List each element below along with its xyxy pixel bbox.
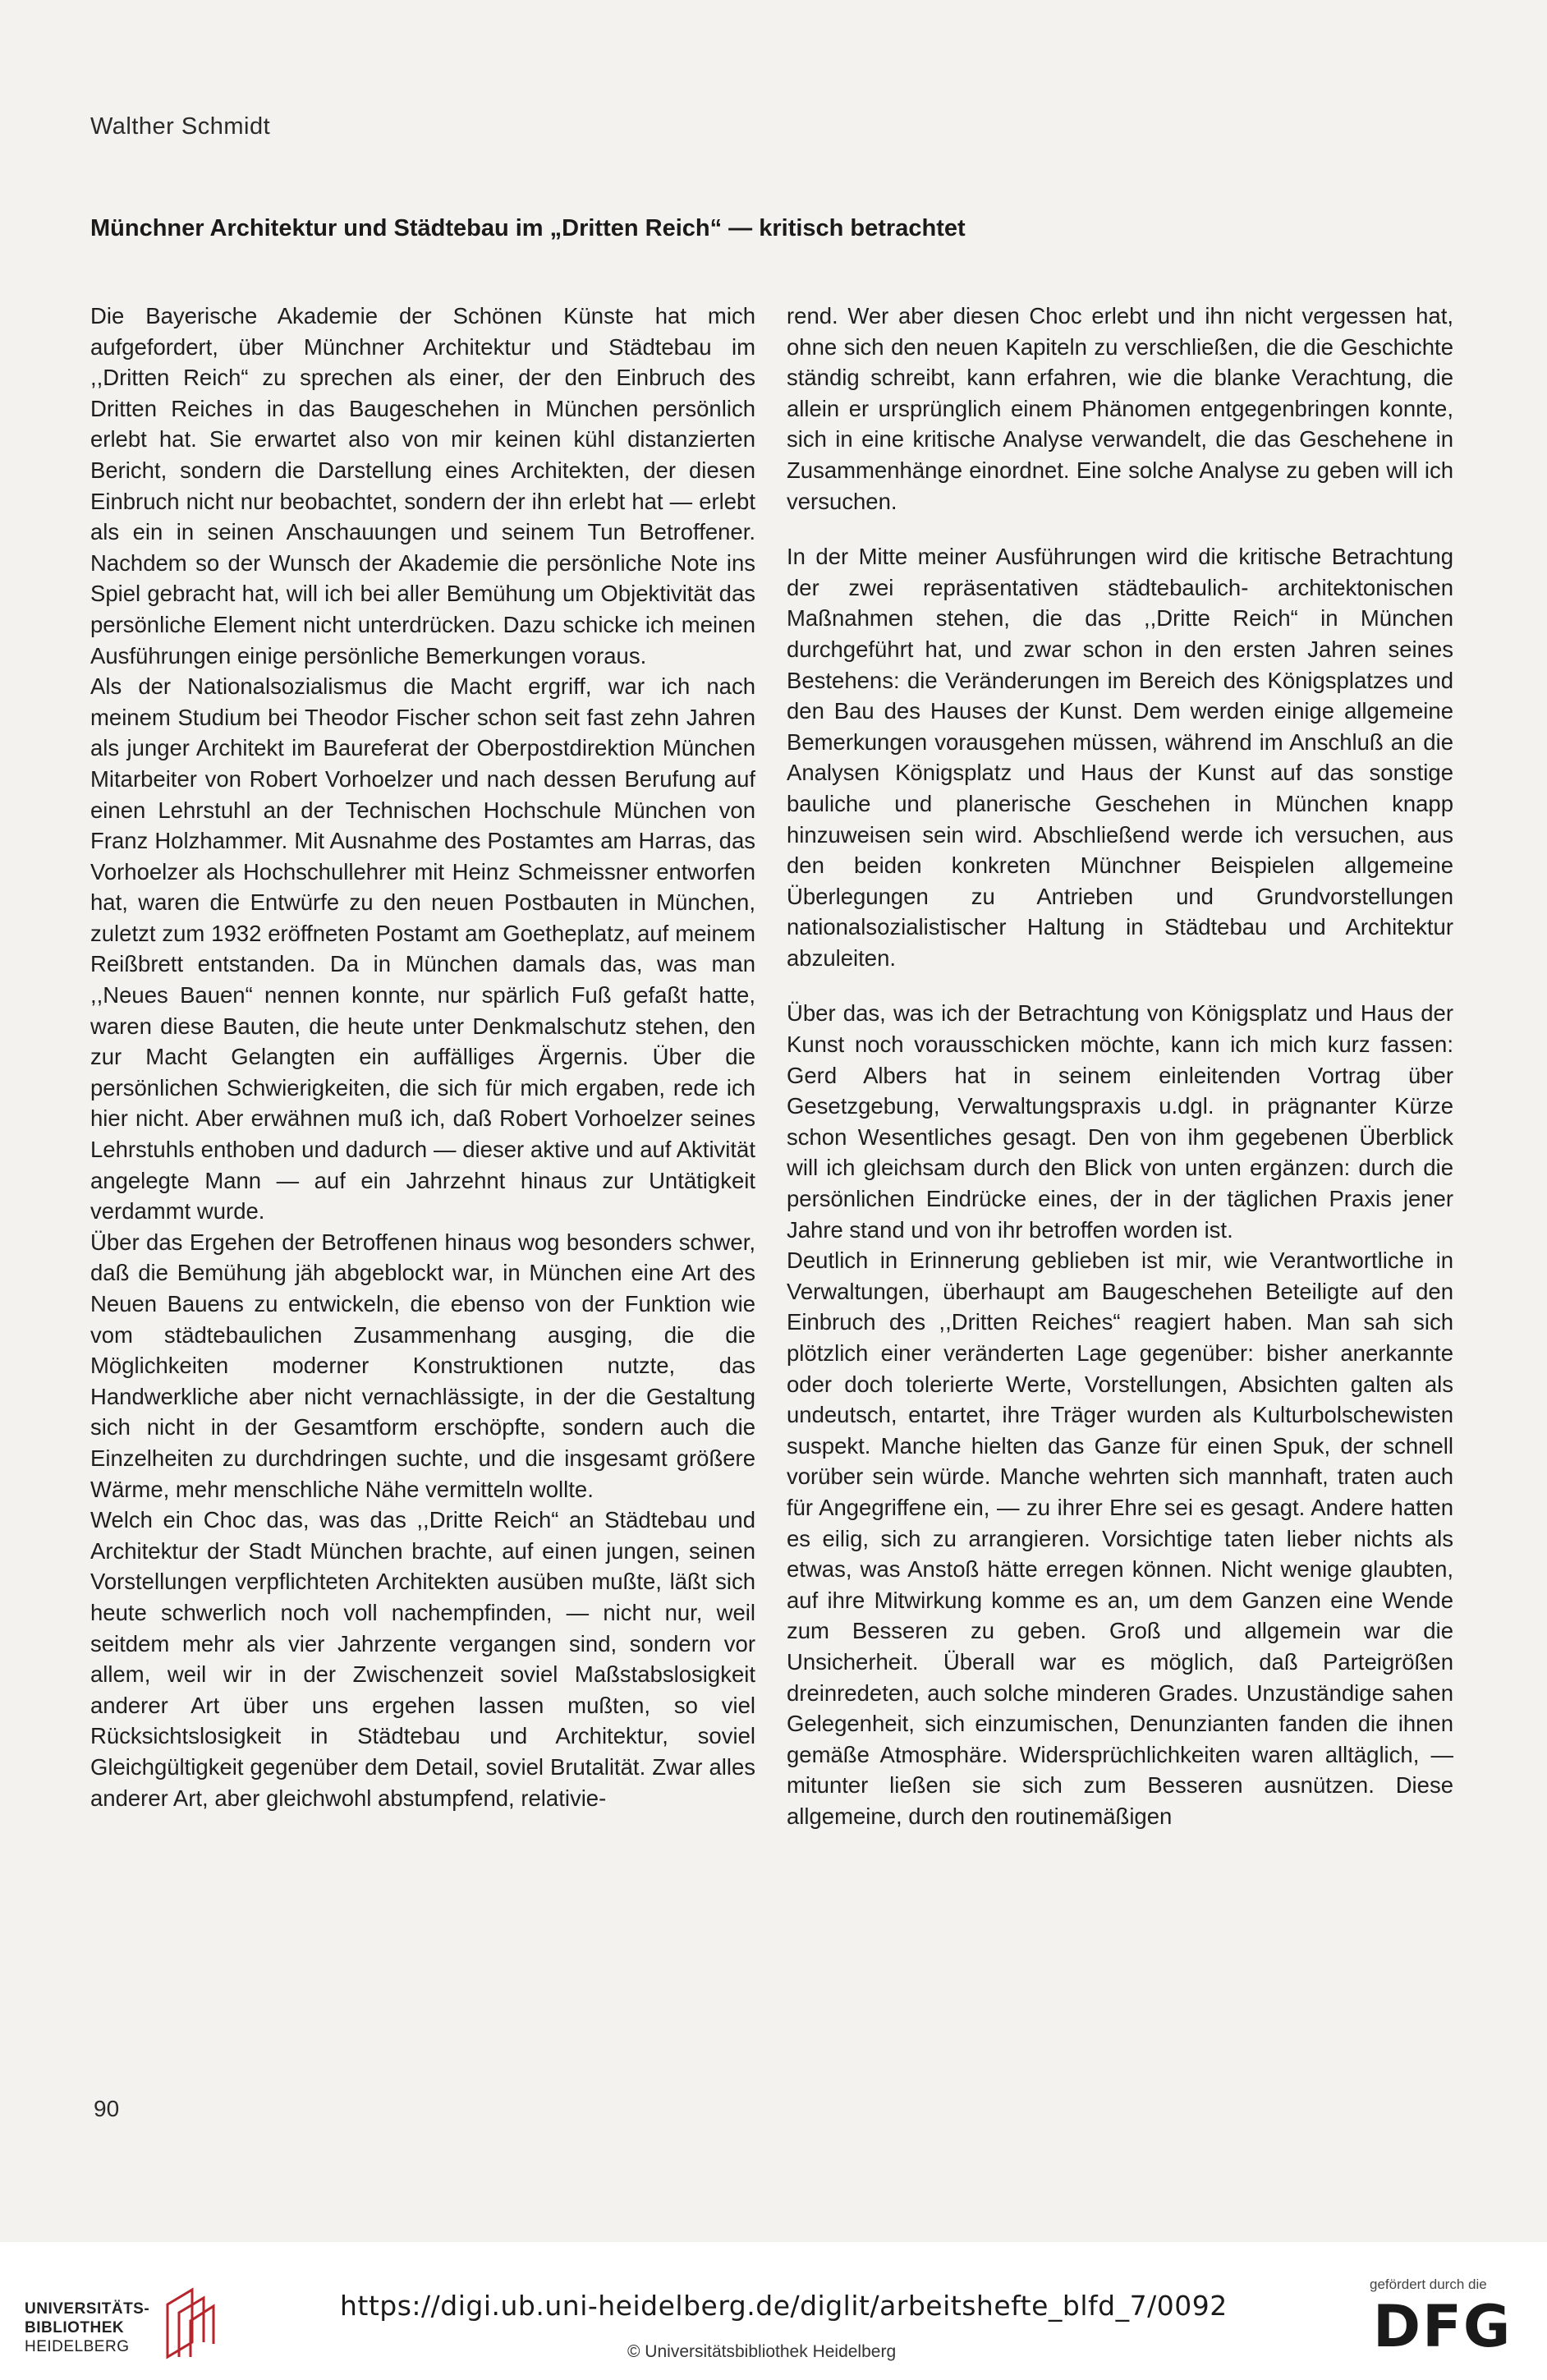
source-url-link[interactable]: https://digi.ub.uni-heidelberg.de/diglit/arbeitshefte_blfd_7/0092 — [340, 2290, 1228, 2322]
paragraph: Die Bayerische Akademie der Schönen Künste hat mich aufgefordert, über Münchner Architektur und Städtebau im ,,Dritten Reich“ zu sprechen als einer, der den Einbruch des Dritten Reiches in das Baugeschehen in München persönlich erlebt hat. Sie erwartet also von mir keinen kühl distanzierten Bericht, sondern die Darstellung eines Architekten, der diesen Einbruch nicht nur beobachtet, sondern der ihn erlebt hat — erlebt als ein in seinen Anschauungen und seinem Tun Betroffener. Nachdem so der Wunsch der Akademie die persönliche Note ins Spiel gebracht hat, will ich bei aller Bemühung um Objektivität das persönliche Element nicht unterdrücken. Dazu schicke ich meinen Ausführungen einige persönliche Bemerkungen voraus. — [90, 303, 755, 669]
library-logo-text — [25, 2300, 149, 2356]
paragraph: Als der Nationalsozialismus die Macht ergriff, war ich nach meinem Studium bei Theodor Fischer schon seit fast zehn Jahren als junger Architekt im Baureferat der Oberpostdirektion München Mitarbeiter von Robert Vorhoelzer und nach dessen Berufung auf einen Lehrstuhl an der Technischen Hochschule München von Franz Holzhammer. Mit Ausnahme des Postamtes am Harras, das Vorhoelzer als Hochschullehrer mit Heinz Schmeissner entworfen hat, waren die Entwürfe zu den neuen Postbauten in München, zuletzt zum 1932 eröffneten Postamt am Goetheplatz, auf meinem Reißbrett entstanden. Da in München damals das, was man ,,Neues Bauen“ nennen konnte, nur spärlich Fuß gefaßt hatte, waren diese Bauten, die heute unter Denkmalschutz stehen, den zur Macht Gelangten ein auffälliges Ärgernis. Über die persönlichen Schwierigkeiten, die sich für mich ergaben, rede ich hier nicht. Aber erwähnen muß ich, daß Robert Vorhoelzer seines Lehrstuhls enthoben und dadurch — dieser aktive und auf Aktivität angelegte Mann — auf ein Jahrzehnt hinaus zur Untätigkeit verdammt wurde. — [90, 673, 755, 1224]
library-name-line: BIBLIOTHEK — [25, 2319, 125, 2336]
library-name-line: HEIDELBERG — [25, 2338, 130, 2355]
library-logo-icon — [159, 2281, 218, 2360]
text-column-right — [787, 301, 1453, 1832]
funding-caption: gefördert durch die — [1370, 2277, 1487, 2292]
text-column-left — [90, 301, 755, 1813]
dfg-logo: DFG — [1373, 2293, 1513, 2360]
copyright-notice: © Universitätsbibliothek Heidelberg — [627, 2342, 897, 2361]
paragraph: Über das Ergehen der Betroffenen hinaus wog besonders schwer, daß die Bemühung jäh abgeblockt war, in München eine Art des Neuen Bauens zu entwickeln, die ebenso von der Funktion wie vom städtebaulichen Zusammenhang ausging, die die Möglichkeiten moderner Konstruktionen nutzte, das Handwerkliche aber nicht vernachlässigte, in der die Gestaltung sich nicht in der Gesamtform erschöpfte, sondern auch die Einzelheiten zu durchdringen suchte, und die insgesamt größere Wärme, mehr menschliche Nähe vermitteln wollte. — [90, 1229, 755, 1502]
paragraph: Welch ein Choc das, was das ,,Dritte Reich“ an Städtebau und Architektur der Stadt München brachte, auf einen jungen, seinen Vorstellungen verpflichteten Architekten ausüben mußte, läßt sich heute schwerlich noch voll nachempfinden, — nicht nur, weil seitdem mehr als vier Jahrzente vergangen sind, sondern vor allem, weil wir in der Zwischenzeit soviel Maßstabslosigkeit anderer Art über uns ergehen lassen mußten, so viel Rücksichtslosigkeit in Städtebau und Architektur, soviel Gleichgültigkeit gegenüber dem Detail, soviel Brutalität. Zwar alles anderer Art, aber gleichwohl abstumpfend, relativie- — [90, 1507, 755, 1811]
paragraph: Deutlich in Erinnerung geblieben ist mir, wie Verantwortliche in Verwaltungen, überhaupt am Baugeschehen Beteiligte auf den Einbruch des ,,Dritten Reiches“ reagiert haben. Man sah sich plötzlich einer veränderten Lage gegenüber: bisher anerkannte oder doch tolerierte Werte, Vorstellungen, Absichten galten als undeutsch, entartet, ihre Träger wurden als Kulturbolschewisten suspekt. Manche hielten das Ganze für einen Spuk, der schnell vorüber sein würde. Manche wehrten sich mannhaft, traten auch für Angegriffene ein, — zu ihrer Ehre sei es gesagt. Andere hatten es eilig, sich zu arrangieren. Vorsichtige taten lieber nichts als etwas, was Anstoß hätte erregen können. Nicht wenige glaubten, auf ihre Mitwirkung komme es an, um dem Ganzen eine Wende zum Besseren zu geben. Groß und allgemein war die Unsicherheit. Überall war es möglich, daß Parteigrößen dreinredeten, auch solche minderen Grades. Unzuständige sahen Gelegenheit, sich einzumischen, Denunzianten fanden die ihnen gemäße Atmosphäre. Widersprüchlichkeiten waren alltäglich, — mitunter ließen sie sich zum Besseren ausnützen. Diese allgemeine, durch den routinemäßigen — [787, 1247, 1453, 1829]
paragraph: rend. Wer aber diesen Choc erlebt und ihn nicht vergessen hat, ohne sich den neuen Kapiteln zu verschließen, die die Geschichte ständig schreibt, kann erfahren, wie die blanke Verachtung, die allein er ursprünglich einem Phänomen entgegenbringen konnte, sich in eine kritische Analyse verwandelt, die das Geschehene in Zusammenhänge einordnet. Eine solche Analyse zu geben will ich versuchen. — [787, 303, 1453, 514]
page-number: 90 — [94, 2096, 120, 2121]
paragraph: In der Mitte meiner Ausführungen wird die kritische Betrachtung der zwei repräsentativen städtebaulich- architektonischen Maßnahmen stehen, die das ,,Dritte Reich“ in München durchgeführt hat, und zwar schon in den ersten Jahren seines Bestehens: die Veränderungen im Bereich des Königsplatzes und den Bau des Hauses der Kunst. Dem werden einige allgemeine Bemerkungen vorausgehen müssen, während im Anschluß an die Analysen Königsplatz und Haus der Kunst auf das sonstige bauliche und planerische Geschehen in München knapp hinzuweisen sein wird. Abschließend werde ich versuchen, aus den beiden konkreten Münchner Beispielen allgemeine Überlegungen zu Antrieben und Grundvorstellungen nationalsozialistischer Haltung in Städtebau und Architektur abzuleiten. — [787, 544, 1453, 971]
paragraph: Über das, was ich der Betrachtung von Königsplatz und Haus der Kunst noch vorausschicken möchte, kann ich mich kurz fassen: Gerd Albers hat in seinem einleitenden Vortrag über Gesetzgebung, Verwaltungspraxis u.dgl. in prägnanter Kürze schon Wesentliches gesagt. Den von ihm gegebenen Überblick will ich gleichsam durch den Blick von unten ergänzen: durch die persönlichen Eindrücke eines, der in der täglichen Praxis jener Jahre stand und von ihr betroffen worden ist. — [787, 1000, 1453, 1243]
article-title: Münchner Architektur und Städtebau im „Dritten Reich“ — kritisch betrachtet — [90, 215, 966, 241]
library-name-line: UNIVERSITÄTS- — [25, 2300, 150, 2318]
author-name: Walther Schmidt — [90, 113, 271, 140]
